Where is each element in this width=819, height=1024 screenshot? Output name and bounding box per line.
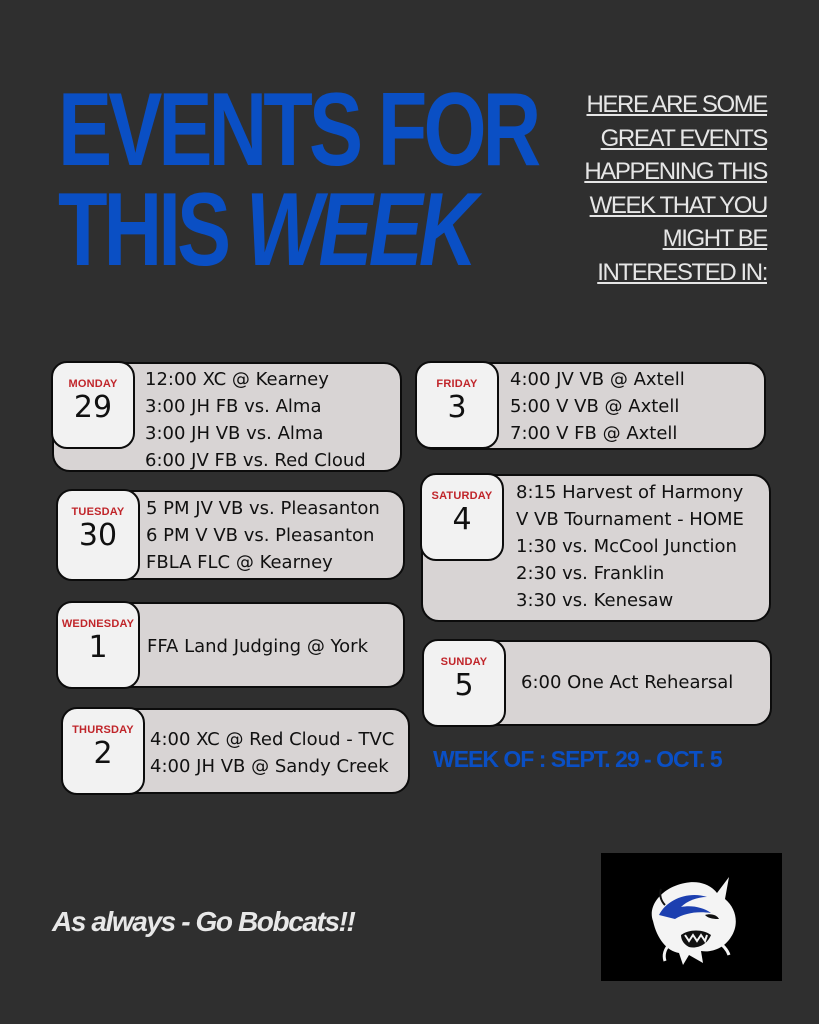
title-this: THIS [58, 172, 246, 288]
day-number: 5 [454, 668, 474, 703]
closing-message: As always - Go Bobcats!! [52, 906, 355, 937]
day-number: 2 [93, 736, 113, 771]
event-item: 2:30 vs. Franklin [516, 563, 665, 584]
day-card-thursday [62, 708, 410, 794]
title-week: WEEK [245, 172, 474, 288]
day-card-monday [52, 362, 402, 472]
event-list [145, 366, 366, 474]
page-title [58, 72, 538, 288]
event-list [146, 495, 380, 576]
event-item: 5 PM JV VB vs. Pleasanton [146, 498, 380, 519]
event-item: FFA Land Judging @ York [147, 636, 368, 657]
day-number: 4 [452, 502, 472, 537]
event-item: 4:00 JV VB @ Axtell [510, 369, 685, 390]
event-item: 12:00 XC @ Kearney [145, 369, 329, 390]
day-label: THURSDAY [72, 724, 134, 736]
event-item: 3:00 JH VB vs. Alma [145, 423, 324, 444]
day-number: 1 [88, 630, 108, 665]
event-item: 6:00 JV FB vs. Red Cloud [145, 450, 366, 471]
event-item: 6:00 One Act Rehearsal [521, 672, 734, 693]
event-item: 3:00 JH FB vs. Alma [145, 396, 322, 417]
day-label: WEDNESDAY [61, 618, 135, 630]
day-card-saturday [421, 474, 771, 622]
day-number: 3 [447, 390, 467, 425]
date-badge [420, 473, 504, 561]
date-badge [56, 601, 140, 689]
day-label: SATURDAY [431, 490, 493, 502]
date-badge [61, 707, 145, 795]
event-item: 5:00 V VB @ Axtell [510, 396, 680, 417]
date-badge [422, 639, 506, 727]
day-label: TUESDAY [71, 506, 125, 518]
title-line-1: EVENTS FOR [58, 72, 538, 188]
event-item: 4:00 JH VB @ Sandy Creek [150, 756, 389, 777]
event-item: 4:00 XC @ Red Cloud - TVC [150, 729, 395, 750]
event-item: V VB Tournament - HOME [516, 509, 744, 530]
event-item: 7:00 V FB @ Axtell [510, 423, 678, 444]
date-badge [415, 361, 499, 449]
day-card-friday [416, 362, 766, 450]
event-list [150, 726, 394, 780]
event-list [516, 479, 744, 614]
event-list [510, 366, 685, 447]
date-badge [56, 489, 140, 581]
bobcat-icon [601, 853, 782, 981]
event-item: FBLA FLC @ Kearney [146, 552, 333, 573]
event-item: 1:30 vs. McCool Junction [516, 536, 737, 557]
day-label: FRIDAY [436, 378, 478, 390]
day-label: MONDAY [68, 378, 118, 390]
event-list [147, 633, 368, 660]
date-badge [51, 361, 135, 449]
school-logo [601, 853, 782, 981]
event-item: 3:30 vs. Kenesaw [516, 590, 674, 611]
day-number: 29 [73, 390, 113, 425]
week-of-label: WEEK OF : SEPT. 29 - OCT. 5 [433, 746, 722, 772]
day-card-sunday [423, 640, 772, 726]
day-card-wednesday [57, 602, 405, 688]
day-label: SUNDAY [440, 656, 488, 668]
intro-text: HERE ARE SOME GREAT EVENTS HAPPENING THIS WEEK THAT YOU MIGHT BE INTERESTED IN: [584, 91, 767, 286]
event-list [521, 669, 733, 696]
day-card-tuesday [57, 490, 405, 580]
event-item: 8:15 Harvest of Harmony [516, 482, 744, 503]
day-number: 30 [78, 518, 118, 553]
event-item: 6 PM V VB vs. Pleasanton [146, 525, 375, 546]
title-line-2 [58, 172, 537, 288]
